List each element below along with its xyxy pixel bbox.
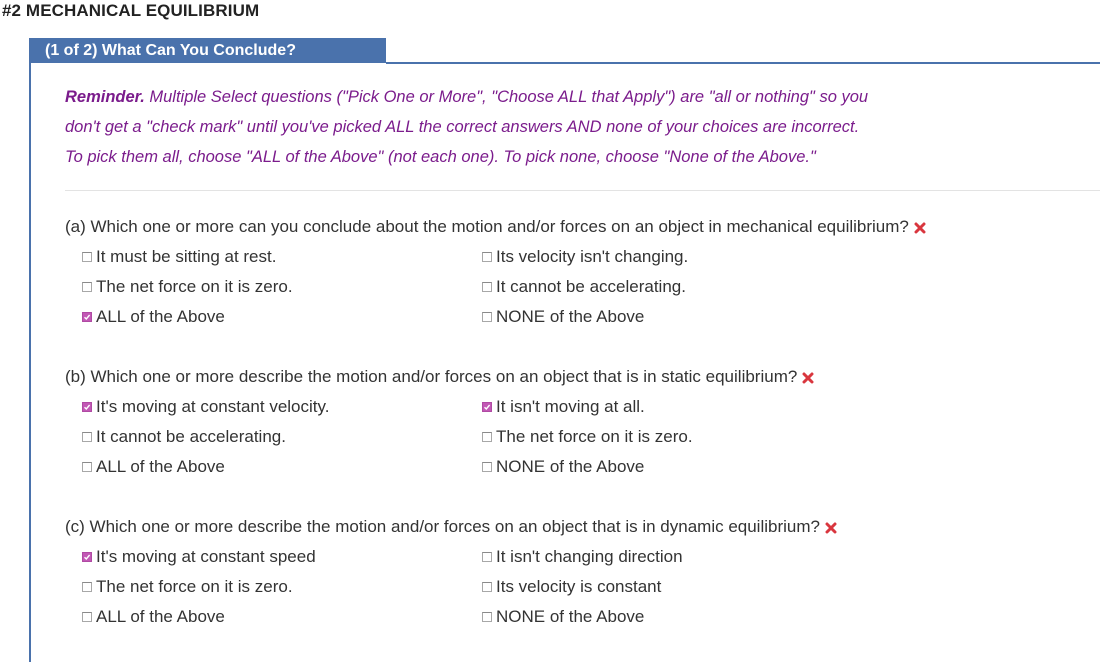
reminder-line-1 [65,82,1065,112]
option-b-1[interactable] [96,397,329,417]
option-label: It's moving at constant speed [96,547,316,566]
option-label: It cannot be accelerating. [496,277,686,296]
option-label: The net force on it is zero. [496,427,693,446]
checkmark-icon [83,403,91,411]
checkbox-checked[interactable] [82,402,92,412]
question-b-prompt: (b) Which one or more describe the motion and/or forces on an object that is in static equilibrium? [65,367,798,386]
option-label: ALL of the Above [96,307,225,326]
option-label: The net force on it is zero. [96,577,293,596]
option-a-6[interactable] [496,307,644,327]
checkbox-checked[interactable] [482,402,492,412]
option-label: It isn't changing direction [496,547,683,566]
reminder-line-1-text: Multiple Select questions ("Pick One or More", "Choose ALL that Apply") are "all or nothing" so you [144,88,869,106]
question-c-prompt: (c) Which one or more describe the motion and/or forces on an object that is in dynamic equilibrium? [65,517,820,536]
option-label: Its velocity is constant [496,577,662,596]
reminder-bold: Reminder. [65,88,145,106]
checkbox[interactable] [482,312,492,322]
checkbox[interactable] [82,252,92,262]
option-b-5[interactable] [96,457,225,477]
reminder-note [65,82,1065,172]
option-a-2[interactable] [496,247,688,267]
checkbox[interactable] [82,582,92,592]
option-label: It cannot be accelerating. [96,427,286,446]
option-label: It isn't moving at all. [496,397,645,416]
checkbox[interactable] [482,612,492,622]
checkbox[interactable] [482,282,492,292]
reminder-line-3: To pick them all, choose "ALL of the Above" (not each one). To pick none, choose "None of the Above." [65,148,816,166]
checkbox[interactable] [482,252,492,262]
option-label: ALL of the Above [96,607,225,626]
checkmark-icon [83,553,91,561]
question-a [65,217,926,239]
page-title: #2 MECHANICAL EQUILIBRIUM [2,1,260,20]
option-a-3[interactable] [96,277,293,297]
question-c [65,517,837,539]
x-mark-icon [802,369,814,389]
option-label: It must be sitting at rest. [96,247,277,266]
x-mark-icon [825,519,837,539]
option-b-3[interactable] [96,427,286,447]
x-mark-icon [914,219,926,239]
option-b-2[interactable] [496,397,645,417]
checkbox-checked[interactable] [82,312,92,322]
option-a-5[interactable] [96,307,225,327]
option-c-6[interactable] [496,607,644,627]
checkbox-checked[interactable] [82,552,92,562]
content-left-border [29,63,31,662]
option-c-2[interactable] [496,547,683,567]
option-label: It's moving at constant velocity. [96,397,330,416]
option-c-5[interactable] [96,607,225,627]
checkbox[interactable] [82,282,92,292]
option-label: NONE of the Above [496,307,645,326]
option-c-3[interactable] [96,577,293,597]
checkbox[interactable] [482,462,492,472]
question-b [65,367,814,389]
option-label: ALL of the Above [96,457,225,476]
option-c-4[interactable] [496,577,661,597]
divider [65,190,1100,191]
checkbox[interactable] [82,612,92,622]
checkbox[interactable] [482,432,492,442]
question-a-prompt: (a) Which one or more can you conclude about the motion and/or forces on an object in mechanical equilibrium? [65,217,909,236]
reminder-line-2: don't get a "check mark" until you've picked ALL the correct answers AND none of your choices are incorrect. [65,118,860,136]
option-label: NONE of the Above [496,457,645,476]
checkmark-icon [83,313,91,321]
checkbox[interactable] [482,552,492,562]
checkbox[interactable] [482,582,492,592]
checkmark-icon [483,403,491,411]
option-b-6[interactable] [496,457,644,477]
option-c-1[interactable] [96,547,316,567]
checkbox[interactable] [82,432,92,442]
option-label: Its velocity isn't changing. [496,247,689,266]
option-label: NONE of the Above [496,607,645,626]
checkbox[interactable] [82,462,92,472]
tab-underline [386,62,1100,64]
option-label: The net force on it is zero. [96,277,293,296]
option-a-1[interactable] [96,247,276,267]
option-a-4[interactable] [496,277,686,297]
tab-what-can-you-conclude[interactable]: (1 of 2) What Can You Conclude? [29,38,386,63]
option-b-4[interactable] [496,427,693,447]
